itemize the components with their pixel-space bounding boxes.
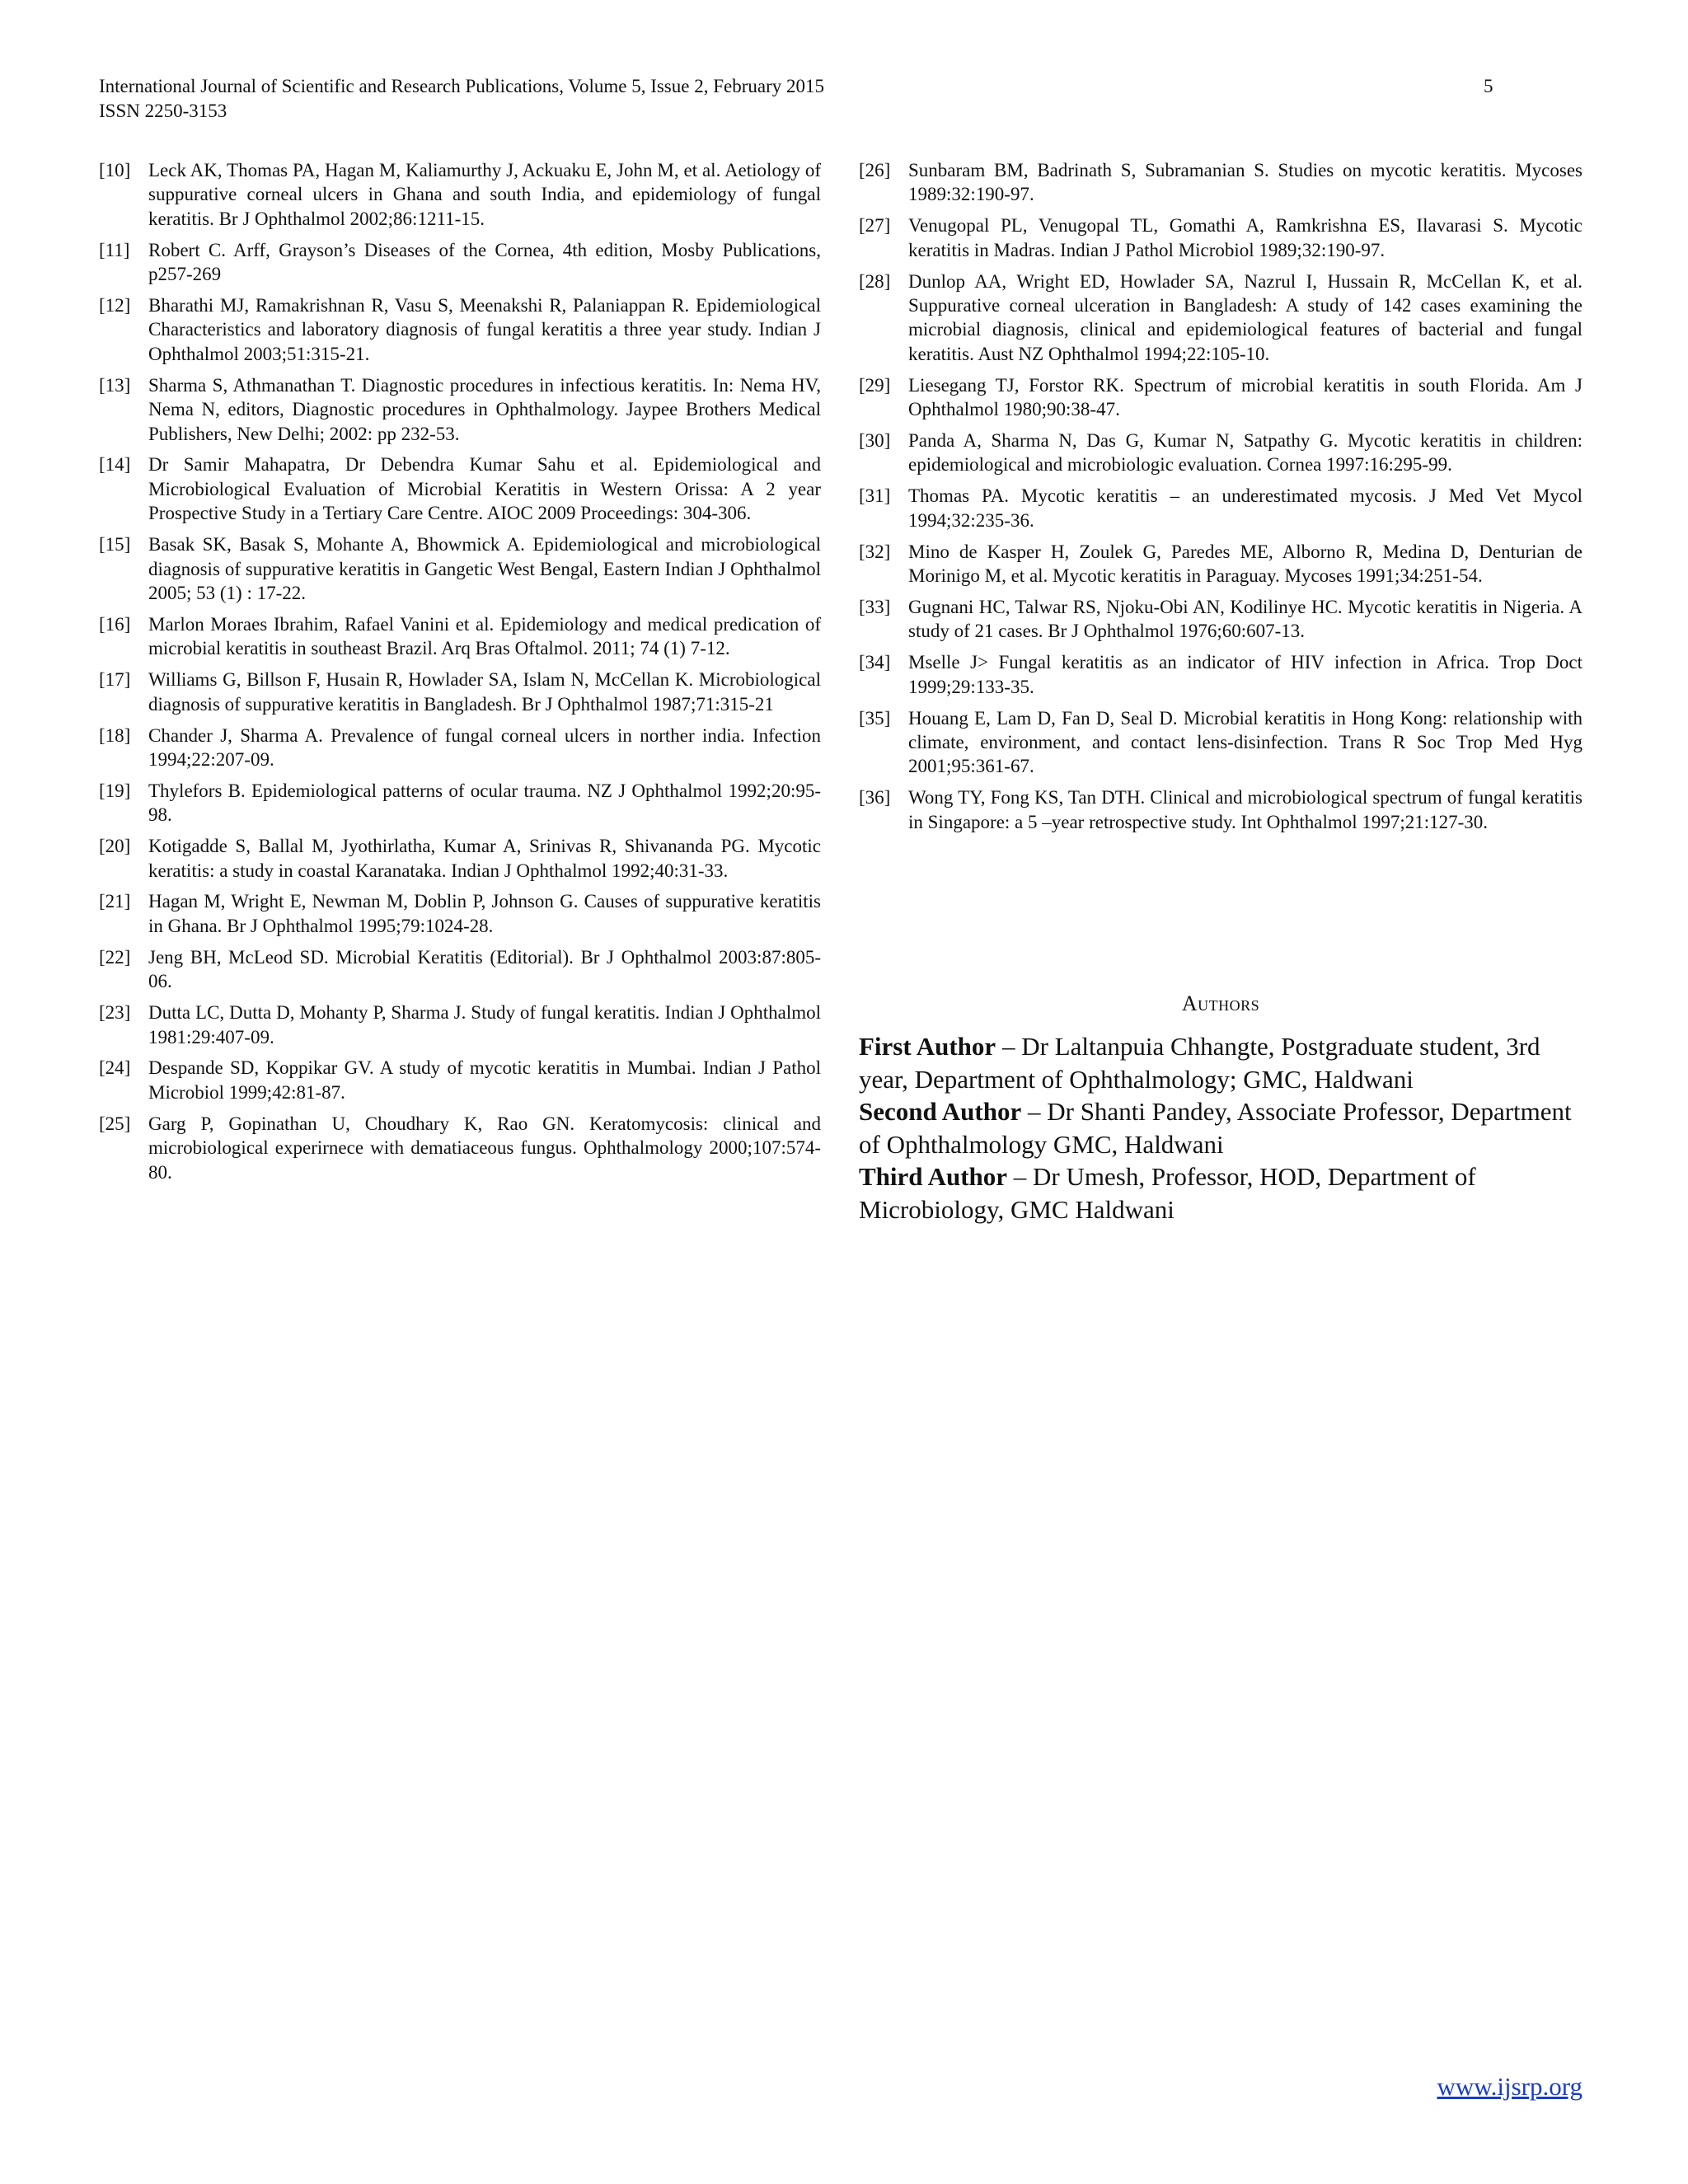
reference-text: Basak SK, Basak S, Mohante A, Bhowmick A. Epidemiological and microbiological diagnosis of suppurative keratitis in Gangetic West Bengal, Eastern Indian J Ophthalmol 2005; 53 (1) : 17-22. <box>148 534 821 603</box>
reference-text: Sunbaram BM, Badrinath S, Subramanian S. Studies on mycotic keratitis. Mycoses 1989:32:190-97. <box>908 160 1582 205</box>
reference-number: [13] <box>99 374 131 396</box>
reference-number: [19] <box>99 780 131 801</box>
author-entry <box>859 1095 1582 1160</box>
reference-item <box>99 889 821 938</box>
reference-text: Robert C. Arff, Grayson’s Diseases of the Cornea, 4th edition, Mosby Publications, p257-269 <box>148 239 821 285</box>
reference-number: [27] <box>859 215 891 237</box>
reference-text: Dunlop AA, Wright ED, Howlader SA, Nazrul I, Hussain R, McCellan K, et al. Suppurative corneal ulceration in Bangladesh: A study of 142 cases examining the microbial diagnosis, clinical and epidemiological features of bacterial and fungal keratitis. Aust NZ Ophthalmol 1994;22:105-10. <box>908 270 1582 364</box>
reference-text: Williams G, Billson F, Husain R, Howlader SA, Islam N, McCellan K. Microbiological diagnosis of suppurative keratitis in Bangladesh. Br J Ophthalmol 1987;71:315-21 <box>148 669 821 715</box>
reference-text: Panda A, Sharma N, Das G, Kumar N, Satpathy G. Mycotic keratitis in children: epidemiological and microbiologic evaluation. Cornea 1997:16:295-99. <box>908 430 1582 476</box>
reference-number: [30] <box>859 430 891 452</box>
author-role: Second Author <box>859 1097 1022 1126</box>
reference-text: Despande SD, Koppikar GV. A study of mycotic keratitis in Mumbai. Indian J Pathol Microbiol 1999;42:81-87. <box>148 1057 821 1103</box>
reference-item <box>859 373 1582 422</box>
reference-item <box>859 650 1582 699</box>
reference-text: Thylefors B. Epidemiological patterns of ocular trauma. NZ J Ophthalmol 1992;20:95-98. <box>148 780 821 826</box>
reference-number: [28] <box>859 270 891 292</box>
reference-item <box>859 706 1582 779</box>
reference-item <box>859 595 1582 644</box>
reference-text: Liesegang TJ, Forstor RK. Spectrum of microbial keratitis in south Florida. Am J Ophthalmol 1980;90:38-47. <box>908 374 1582 420</box>
reference-number: [25] <box>99 1113 131 1134</box>
author-role: First Author <box>859 1032 996 1061</box>
reference-text: Venugopal PL, Venugopal TL, Gomathi A, Ramkrishna ES, Ilavarasi S. Mycotic keratitis in Madras. Indian J Pathol Microbiol 1989;32:190-97. <box>908 215 1582 260</box>
reference-text: Mino de Kasper H, Zoulek G, Paredes ME, Alborno R, Medina D, Denturian de Morinigo M, et al. Mycotic keratitis in Paraguay. Mycoses 1991;34:251-54. <box>908 541 1582 587</box>
journal-website-link[interactable]: www.ijsrp.org <box>1437 2072 1582 2101</box>
reference-number: [31] <box>859 485 891 507</box>
reference-item <box>99 945 821 994</box>
reference-number: [34] <box>859 652 891 673</box>
author-entry <box>859 1030 1582 1095</box>
reference-item <box>859 213 1582 262</box>
reference-number: [32] <box>859 541 891 562</box>
authors-heading: Authors <box>1181 991 1260 1015</box>
reference-number: [17] <box>99 669 131 691</box>
reference-number: [24] <box>99 1057 131 1079</box>
reference-text: Wong TY, Fong KS, Tan DTH. Clinical and microbiological spectrum of fungal keratitis in Singapore: a 5 –year retrospective study. Int Ophthalmol 1997;21:127-30. <box>908 787 1582 832</box>
reference-item <box>99 1056 821 1104</box>
reference-item <box>859 269 1582 367</box>
journal-title-line: International Journal of Scientific and Research Publications, Volume 5, Issue 2, February 2015 <box>99 76 824 96</box>
reference-item <box>99 779 821 827</box>
author-details: – Dr Shanti Pandey, Associate Professor, Department of Ophthalmology GMC, Haldwani <box>859 1097 1572 1159</box>
reference-number: [20] <box>99 836 131 857</box>
reference-item <box>859 158 1582 207</box>
reference-text: Dutta LC, Dutta D, Mohanty P, Sharma J. Study of fungal keratitis. Indian J Ophthalmol 1981:29:407-09. <box>148 1002 821 1047</box>
reference-item <box>99 668 821 716</box>
author-entry <box>859 1160 1582 1226</box>
reference-number: [14] <box>99 454 131 476</box>
reference-text: Bharathi MJ, Ramakrishnan R, Vasu S, Meenakshi R, Palaniappan R. Epidemiological Characteristics and laboratory diagnosis of fungal keratitis a three year study. Indian J Ophthalmol 2003;51:315-21. <box>148 295 821 364</box>
reference-item <box>859 785 1582 834</box>
reference-item <box>99 238 821 287</box>
reference-number: [33] <box>859 597 891 617</box>
references-left-column <box>99 158 821 1191</box>
reference-text: Leck AK, Thomas PA, Hagan M, Kaliamurthy J, Ackuaku E, John M, et al. Aetiology of suppurative corneal ulcers in Ghana and south India, and epidemiology of fungal keratitis. Br J Ophthalmol 2002;86:1211-15. <box>148 160 821 229</box>
reference-text: Thomas PA. Mycotic keratitis – an underestimated mycosis. J Med Vet Mycol 1994;32:235-36. <box>908 485 1582 531</box>
author-details: – Dr Umesh, Professor, HOD, Department of Microbiology, GMC Haldwani <box>859 1162 1476 1224</box>
references-right-column <box>859 158 1582 841</box>
reference-text: Mselle J> Fungal keratitis as an indicator of HIV infection in Africa. Trop Doct 1999;29:133-35. <box>908 652 1582 697</box>
reference-number: [12] <box>99 295 131 316</box>
reference-number: [22] <box>99 946 131 968</box>
author-role: Third Author <box>859 1162 1008 1191</box>
reference-number: [35] <box>859 707 891 729</box>
reference-number: [18] <box>99 724 131 746</box>
reference-text: Marlon Moraes Ibrahim, Rafael Vanini et al. Epidemiology and medical predication of microbial keratitis in southeast Brazil. Arq Bras Oftalmol. 2011; 74 (1) 7-12. <box>148 613 821 659</box>
reference-number: [21] <box>99 891 131 912</box>
authors-list <box>859 1030 1582 1226</box>
issn-line: ISSN 2250-3153 <box>99 101 227 121</box>
reference-item <box>99 834 821 883</box>
reference-item <box>99 293 821 366</box>
reference-item <box>99 532 821 605</box>
reference-item <box>859 484 1582 532</box>
reference-item <box>99 724 821 772</box>
reference-item <box>859 540 1582 588</box>
reference-text: Kotigadde S, Ballal M, Jyothirlatha, Kumar A, Srinivas R, Shivananda PG. Mycotic keratitis: a study in coastal Karanataka. Indian J Ophthalmol 1992;40:31-33. <box>148 836 821 881</box>
reference-number: [10] <box>99 160 131 180</box>
reference-item <box>99 612 821 661</box>
reference-text: Hagan M, Wright E, Newman M, Doblin P, Johnson G. Causes of suppurative keratitis in Ghana. Br J Ophthalmol 1995;79:1024-28. <box>148 891 821 936</box>
author-details: – Dr Laltanpuia Chhangte, Postgraduate student, 3rd year, Department of Ophthalmology; GMC, Haldwani <box>859 1032 1540 1094</box>
reference-number: [11] <box>99 239 130 260</box>
reference-text: Chander J, Sharma A. Prevalence of fungal corneal ulcers in norther india. Infection 1994;22:207-09. <box>148 724 821 770</box>
reference-text: Garg P, Gopinathan U, Choudhary K, Rao GN. Keratomycosis: clinical and microbiological experirnece with dematiaceous fungus. Ophthalmology 2000;107:574-80. <box>148 1113 821 1183</box>
reference-number: [29] <box>859 374 891 396</box>
reference-item <box>99 452 821 525</box>
reference-text: Dr Samir Mahapatra, Dr Debendra Kumar Sahu et al. Epidemiological and Microbiological Evaluation of Microbial Keratitis in Western Orissa: A 2 year Prospective Study in a Tertiary Care Centre. AIOC 2009 Proceedings: 304-306. <box>148 454 821 524</box>
reference-text: Gugnani HC, Talwar RS, Njoku-Obi AN, Kodilinye HC. Mycotic keratitis in Nigeria. A study of 21 cases. Br J Ophthalmol 1976;60:607-13. <box>908 597 1582 642</box>
reference-number: [36] <box>859 787 891 808</box>
running-header <box>99 74 1500 124</box>
reference-item <box>99 1112 821 1184</box>
reference-item <box>99 1001 821 1049</box>
reference-number: [15] <box>99 534 131 555</box>
reference-item <box>859 429 1582 477</box>
reference-item <box>99 373 821 446</box>
reference-number: [26] <box>859 160 891 180</box>
reference-number: [23] <box>99 1002 131 1024</box>
reference-text: Sharma S, Athmanathan T. Diagnostic procedures in infectious keratitis. In: Nema HV, Nema N, editors, Diagnostic procedures in Ophthalmology. Jaypee Brothers Medical Publishers, New Delhi; 2002: pp 232-53. <box>148 374 821 444</box>
page-number: 5 <box>1484 76 1493 96</box>
reference-number: [16] <box>99 613 131 635</box>
reference-text: Jeng BH, McLeod SD. Microbial Keratitis (Editorial). Br J Ophthalmol 2003:87:805-06. <box>148 946 821 992</box>
reference-item <box>99 158 821 231</box>
reference-text: Houang E, Lam D, Fan D, Seal D. Microbial keratitis in Hong Kong: relationship with climate, environment, and contact lens-disinfection. Trans R Soc Trop Med Hyg 2001;95:361-67. <box>908 707 1582 777</box>
